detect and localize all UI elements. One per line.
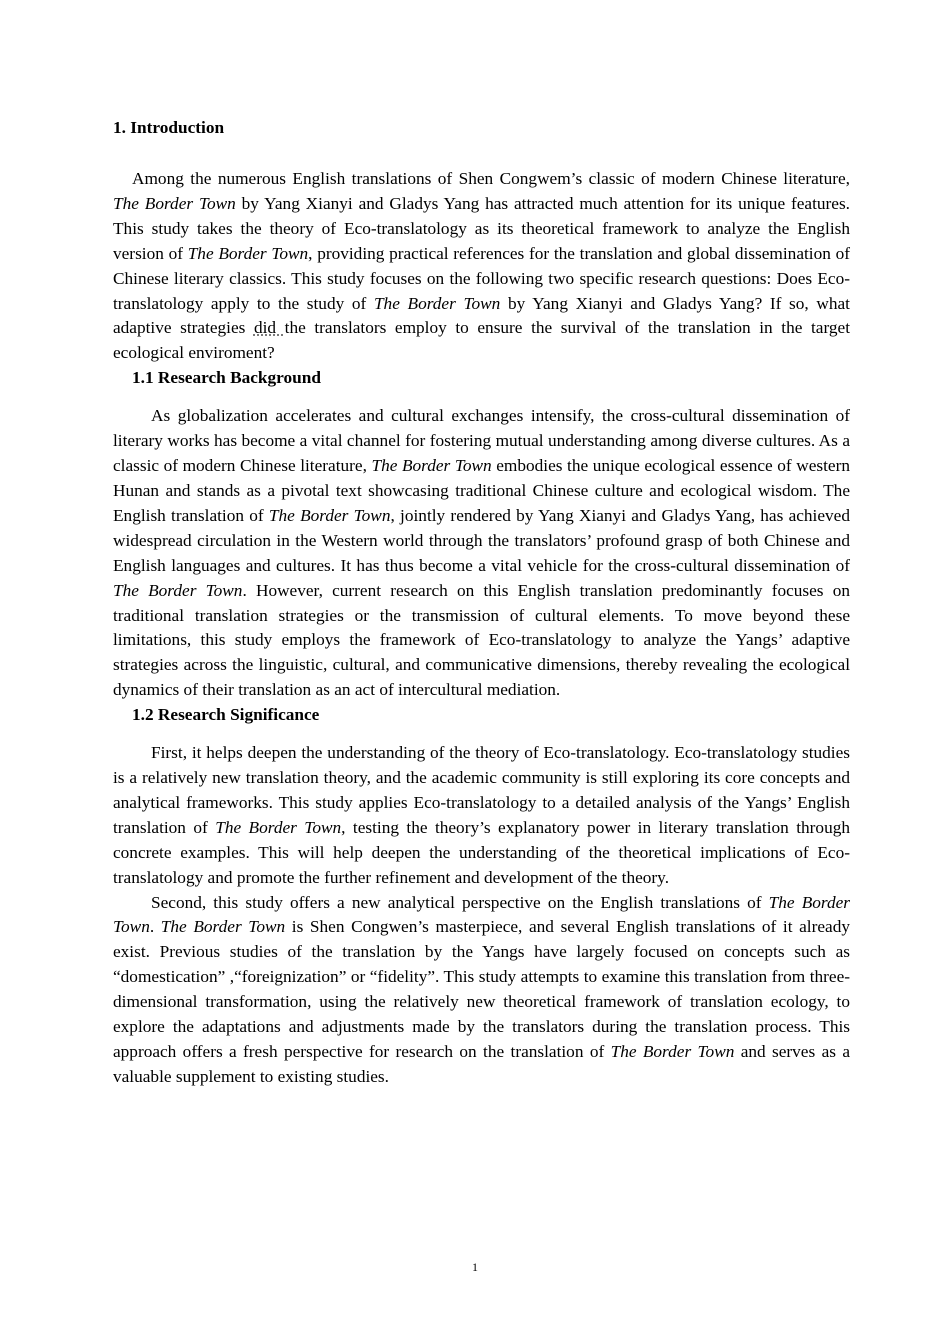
subsection-heading-background: 1.1 Research Background xyxy=(132,368,321,388)
book-title: The Border Town xyxy=(187,243,309,263)
page-number: 1 xyxy=(472,1260,478,1274)
significance-second-text-2: . xyxy=(149,917,161,937)
intro-text-5: the translators employ to ensure the survival of the translation in the target ecological enviroment? xyxy=(113,318,850,363)
section-heading-introduction: 1. Introduction xyxy=(113,118,225,137)
intro-text-4: by Yang Xianyi and Gladys Yang? If so, what adaptive strategies xyxy=(113,293,850,338)
background-text-1: As globalization accelerates and cultural exchanges intensify, the cross-cultural dissemination of literary works has become a vital channel for fostering mutual understanding among diverse cultures. As a classic of modern Chinese literature, xyxy=(113,406,850,476)
background-text-2: embodies the unique ecological essence of western Hunan and stands as a pivotal text showcasing traditional Chinese culture and ecological wisdom. The English translation of xyxy=(113,456,850,525)
intro-text-3: , providing practical references for the translation and global dissemination of Chinese literary classics. This study focuses on the following two specific research questions: Does Eco-translatology apply to the study of xyxy=(113,243,850,313)
subsection-heading-significance: 1.2 Research Significance xyxy=(132,705,320,725)
book-title: The Border Town xyxy=(268,505,391,525)
intro-paragraph xyxy=(113,167,850,366)
book-title: The Border Town xyxy=(610,1042,735,1061)
background-paragraph xyxy=(113,404,850,703)
book-title: The Border Town xyxy=(373,293,501,313)
significance-first-text-1: First, it helps deepen the understanding of the theory of Eco-translatology. Eco-translatology studies is a relatively new translation theory, and the academic community is still exploring its core concepts and analytical frameworks. This study applies Eco-translatology to a detailed analysis of the Yangs’ English translation of xyxy=(113,743,850,837)
background-text-3: , jointly rendered by Yang Xianyi and Gladys Yang, has achieved widespread circulation in the Western world through the translators’ profound grasp of both Chinese and English languages and cultures. It has thus become a vital vehicle for the cross-cultural dissemination of xyxy=(113,505,850,575)
significance-paragraph-first xyxy=(113,741,850,890)
page-content xyxy=(113,116,850,1090)
book-title: The Border Town xyxy=(160,917,286,937)
significance-first-text-2: , testing the theory’s explanatory power in literary translation through concrete examples. This will help deepen the understanding of the theoretical implications of Eco-translatology and promote the further refinement and development of the theory. xyxy=(113,817,850,887)
book-title: The Border Town xyxy=(113,892,851,937)
book-title: The Border Town xyxy=(113,193,236,213)
intro-text-1: Among the numerous English translations of Shen Congwem’s classic of modern Chinese literature, xyxy=(132,169,850,188)
book-title: The Border Town xyxy=(113,580,243,600)
intro-text-2: by Yang Xianyi and Gladys Yang has attracted much attention for its unique features. This study takes the theory of Eco-translatology as its theoretical framework to analyze the English version of xyxy=(113,193,850,263)
background-text-4: . However, current research on this English translation predominantly focuses on traditional translation strategies or the transmission of cultural elements. To move beyond these limitations, this study employs the framework of Eco-translatology to analyze the Yangs’ adaptive strategies across the linguistic, cultural, and communicative dimensions, thereby revealing the ecological dynamics of their translation as an act of intercultural mediation. xyxy=(113,580,850,700)
significance-paragraph-second xyxy=(113,891,850,1090)
significance-second-text-4: and serves as a valuable supplement to existing studies. xyxy=(113,1042,850,1086)
book-title: The Border Town xyxy=(215,817,342,837)
significance-second-text-1: Second, this study offers a new analytical perspective on the English translations of xyxy=(151,892,769,912)
book-title: The Border Town xyxy=(371,456,492,476)
underlined-word-did: did xyxy=(253,318,285,338)
significance-second-text-3: is Shen Congwen’s masterpiece, and several English translations of it already exist. Previous studies of the translation by the Yangs have largely focused on concepts such as “domestication” ,“foreignization” or “fidelity”. This study attempts to examine this translation from three-dimensional transformation, using the relatively new theoretical framework of translation ecology, to explore the adaptations and adjustments made by the translators during the translation process. This approach offers a fresh perspective for research on the translation of xyxy=(113,917,850,1061)
